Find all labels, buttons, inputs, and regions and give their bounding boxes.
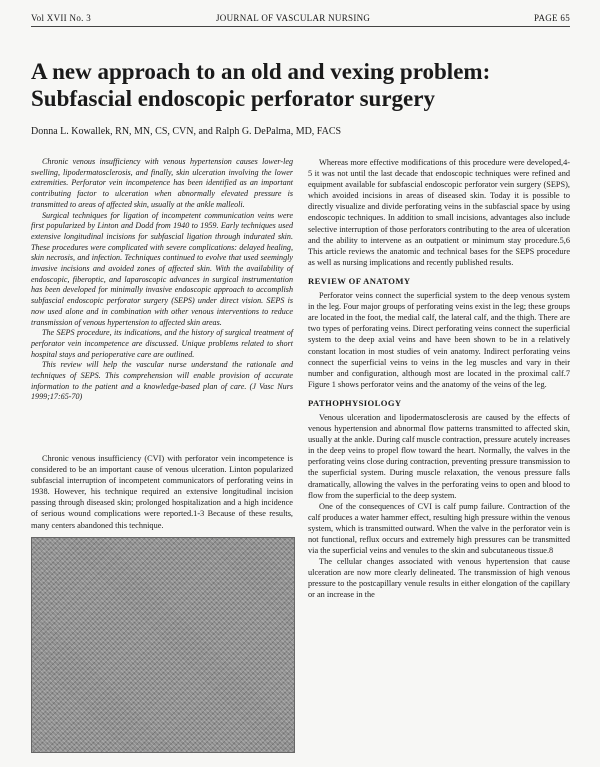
body-paragraph: Venous ulceration and lipodermatosclerosis are caused by the effects of venous hypertension and abnormal flow patterns transmitted to affected skin, usually at the ankle. During calf muscle contraction, pressure acutely increases in the deep veins to propel flow toward the heart. Normally, the valves in the perforating veins close during contraction, preventing pressure transmission to the superficial system. During muscle relaxation, the venous pressure falls dramatically, allowing the valves in the perforating veins to open and blood to flow from the superficial to the deep system. [308,412,570,500]
intro-left-column [31,453,293,531]
journal-name: JOURNAL OF VASCULAR NURSING [216,13,371,23]
abstract-paragraph: This review will help the vascular nurse understand the rationale and techniques of SEPS. This comprehension will enable provision of accurate information to the patient and a knowledge-based plan of care. (J Vasc Nurs 1999;17:65-70) [31,360,293,402]
volume-issue: Vol XVII No. 3 [31,13,92,23]
header-rule [31,26,570,27]
figure-image [31,537,295,753]
page-number: PAGE 65 [533,13,570,23]
abstract-paragraph: The SEPS procedure, its indications, and the history of surgical treatment of perforator vein incompetence are discussed. Unique problems related to short hospital stays and perioperative care are outlined. [31,328,293,359]
section-heading-anatomy: REVIEW OF ANATOMY [308,275,411,286]
abstract [31,157,293,403]
running-header [31,8,570,26]
article-authors: Donna L. Kowallek, RN, MN, CS, CVN, and Ralph G. DePalma, MD, FACS [31,126,342,137]
section-heading-pathophysiology: PATHOPHYSIOLOGY [308,397,402,408]
abstract-paragraph: Chronic venous insufficiency with venous hypertension causes lower-leg swelling, lipodermatosclerosis, and finally, skin ulceration involving the lower extremities. Perforator vein incompetence has been identified as an important contributing factor to ulceration when abnormally elevated pressure is transmitted to areas of affected skin, usually at the ankle malleoli. [31,157,293,209]
body-paragraph: Perforator veins connect the superficial system to the deep venous system in the leg. Four major groups of perforating veins exist in the leg; these groups are located in the foot, the medial calf, the lateral calf, and the thigh. There are two types of perforating veins. Direct perforating veins connect the superficial system to the deep axial veins and have been shown to be in a relatively constant location in most studies of vein anatomy. Indirect perforating veins connect the superficial veins to veins in the leg muscles and vary in their number and configuration, although most are located in the proximal calf.7 Figure 1 shows perforator veins and the anatomy of the veins of the leg. [308,291,570,389]
abstract-paragraph: Surgical techniques for ligation of incompetent communication veins were first popularized by Linton and Dodd from 1940 to 1959. Early techniques used extensive longitudinal incisions for subfascial ligation through indurated skin. These procedures were complicated with severe complications: delayed healing, skin necrosis, and infection. Techniques continued to evolve that used seemingly invasive incisions and avoided zones of affected skin. With the availability of endoscopic, fiberoptic, and laparoscopic advances in surgical instrumentation has been developed for minimally invasive endoscopic approach to accomplish subfascial endoscopic perforator surgery (SEPS) under direct vision. SEPS is now used alone and in combination with other venous interventions to reduce transmission of venous hypertension to affected skin areas. [31,210,293,327]
body-paragraph: Chronic venous insufficiency (CVI) with perforator vein incompetence is considered to be an important cause of venous ulceration. Linton popularized subfascial interruption of incompetent communicators of perforating veins in 1938. However, his technique required an extensive longitudinal incision passing through diseased skin; prolonged hospitalization and a high incidence of serious wound complications were reported.1-3 Because of these results, many centers abandoned this technique. [31,454,293,530]
body-paragraph: One of the consequences of CVI is calf pump failure. Contraction of the calf produces a water hammer effect, resulting high pressure within the venous system, which is transmitted outward. When the valve in the perforator vein is not functional, reflux occurs and extremely high pressures can be transmitted via the superficial veins and venules to the skin and subcutaneous tissue.8 [308,501,570,556]
body-paragraph: Whereas more effective modifications of this procedure were developed,4-5 it was not until the last decade that endoscopic techniques were refined and equipment available for subfascial endoscopic perforator vein surgery (SEPS), which avoided incisions in areas of diseased skin. Today it is possible to directly visualize and divide perforating veins in the subfascial space by using endoscopic techniques. In addition to small incisions, advantages also include selective interruption of those perforators contributing to the area of ulceration and the ability to intervene as an outpatient or minimum stay procedure.5,6 This article reviews the anatomic and technical bases for the SEPS procedure as well as nursing implications and recently published results. [308,158,570,267]
article-title: A new approach to an old and vexing problem: Subfascial endoscopic perforator surgery [31,59,491,111]
body-paragraph: The cellular changes associated with venous hypertension that cause ulceration are now more clearly delineated. The transmission of high venous pressure to the postcapillary venule results in either elongation of the capillary or an increase in the [308,557,570,600]
right-column [308,157,570,601]
